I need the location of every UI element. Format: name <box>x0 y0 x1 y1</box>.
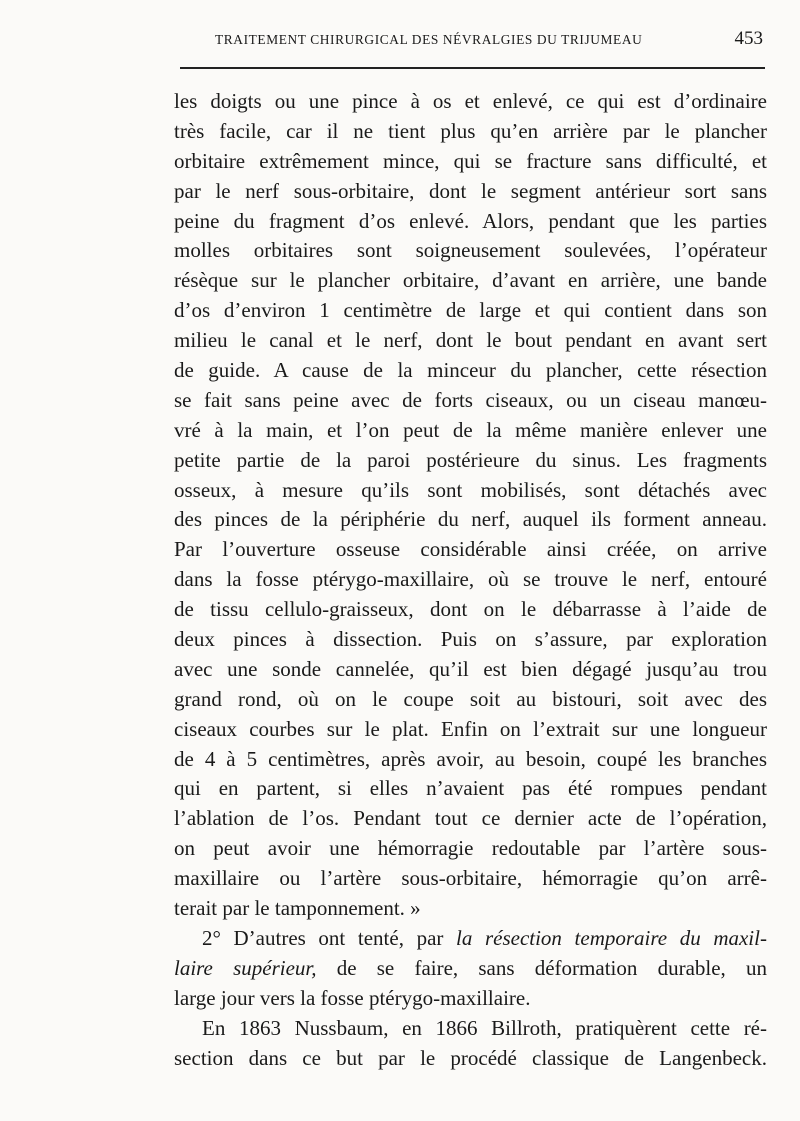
text-line: orbitaire extrêmement mince, qui se fracture sans difficulté, et <box>174 148 767 173</box>
text-line: très facile, car il ne tient plus qu’en arrière par le plancher <box>174 118 767 143</box>
text-line: osseux, à mesure qu’ils sont mobilisés, sont détachés avec <box>174 477 767 502</box>
para2-italic-phrase: la résection temporaire du maxil- <box>456 925 767 950</box>
paragraph-3-line-1: En 1863 Nussbaum, en 1866 Billroth, pratiquèrent cette ré- <box>202 1015 767 1040</box>
paragraph-2-line-3: large jour vers la fosse ptérygo-maxillaire. <box>174 985 531 1010</box>
para2-italic-phrase: laire supérieur, <box>174 955 317 980</box>
text-line: peine du fragment d’os enlevé. Alors, pendant que les parties <box>174 208 767 233</box>
text-line: ciseaux courbes sur le plat. Enfin on l’extrait sur une longueur <box>174 716 767 741</box>
paragraph-2-line-2 <box>174 954 767 984</box>
running-title: TRAITEMENT CHIRURGICAL DES NÉVRALGIES DU TRIJUMEAU <box>215 32 643 47</box>
text-line: grand rond, où on le coupe soit au bistouri, soit avec des <box>174 686 767 711</box>
text-line: se fait sans peine avec de forts ciseaux, ou un ciseau manœu- <box>174 387 767 412</box>
running-header <box>215 28 763 52</box>
text-line: maxillaire ou l’artère sous-orbitaire, hémorragie qu’on arrê- <box>174 866 767 891</box>
text-line: molles orbitaires sont soigneusement soulevées, l’opérateur <box>174 238 767 263</box>
text-line: de guide. A cause de la minceur du plancher, cette résection <box>174 358 767 383</box>
text-line: résèque sur le plancher orbitaire, d’avant en arrière, une bande <box>174 268 767 293</box>
text-line: deux pinces à dissection. Puis on s’assure, par exploration <box>174 627 767 652</box>
text-line: milieu le canal et le nerf, dont le bout pendant en avant sert <box>174 328 767 353</box>
text-line: de tissu cellulo-graisseux, dont on le débarrasse à l’aide de <box>174 597 767 622</box>
text-line: l’ablation de l’os. Pendant tout ce dernier acte de l’opération, <box>174 806 767 831</box>
text-line: qui en partent, si elles n’avaient pas été rompues pendant <box>174 776 767 801</box>
header-rule <box>180 67 765 69</box>
text-line: on peut avoir une hémorragie redoutable par l’artère sous- <box>174 836 767 861</box>
para2-text: 2° D’autres ont tenté, par <box>202 925 456 950</box>
text-line: par le nerf sous-orbitaire, dont le segment antérieur sort sans <box>174 178 767 203</box>
paragraph-2-line-1 <box>174 924 767 954</box>
page-number: 453 <box>734 28 763 49</box>
text-line: d’os d’environ 1 centimètre de large et qui contient dans son <box>174 298 767 323</box>
body-text <box>174 87 767 1073</box>
text-line: les doigts ou une pince à os et enlevé, ce qui est d’ordinaire <box>174 89 767 113</box>
para2-text: de se faire, sans déformation durable, un <box>316 955 767 980</box>
paragraph-3-line-2: section dans ce but par le procédé classique de Langenbeck. <box>174 1045 767 1070</box>
text-line: dans la fosse ptérygo-maxillaire, où se trouve le nerf, entouré <box>174 567 767 592</box>
text-line: de 4 à 5 centimètres, après avoir, au besoin, coupé les branches <box>174 746 767 771</box>
text-line: petite partie de la paroi postérieure du sinus. Les fragments <box>174 447 767 472</box>
text-line: terait par le tamponnement. » <box>174 896 421 921</box>
text-line: Par l’ouverture osseuse considérable ainsi créée, on arrive <box>174 537 767 562</box>
text-line: vré à la main, et l’on peut de la même manière enlever une <box>174 417 767 442</box>
text-line: avec une sonde cannelée, qu’il est bien dégagé jusqu’au trou <box>174 656 767 681</box>
text-line: des pinces de la périphérie du nerf, auquel ils forment anneau. <box>174 507 767 532</box>
